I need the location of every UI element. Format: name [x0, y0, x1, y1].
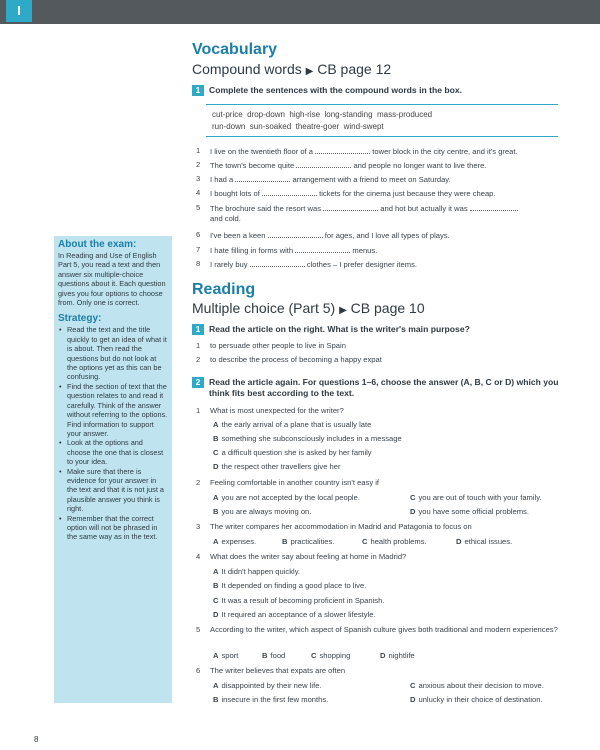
- answer-option[interactable]: D It required an acceptance of a slower lifestyle.: [213, 610, 376, 619]
- cb-reference: CB page 10: [350, 300, 425, 316]
- answer-blank[interactable]: [296, 160, 351, 168]
- unit-label: I: [6, 0, 32, 22]
- vocab-item: 2 The town's become quite and people no longer want to live there.: [196, 160, 487, 170]
- task-number: 1: [192, 85, 204, 96]
- vocab-item: 1 I live on the twentieth floor of a tower block in the city centre, and it's great.: [196, 146, 518, 156]
- answer-blank[interactable]: [262, 188, 317, 196]
- vocab-item: 5 The brochure said the resort was and hot but actually it was and cold.: [196, 203, 576, 224]
- task-instruction: Read the article again. For questions 1–6, choose the answer (A, B, C or D) which you think fits best according to the text.: [209, 377, 559, 398]
- answer-option[interactable]: D unlucky in their choice of destination.: [410, 695, 543, 704]
- answer-option[interactable]: B you are always moving on.: [213, 507, 312, 516]
- answer-option[interactable]: D nightlife: [380, 651, 415, 660]
- question: 6 The writer believes that expats are often: [196, 666, 346, 675]
- answer-option[interactable]: A expenses.: [213, 537, 257, 546]
- top-bar: [0, 0, 600, 24]
- answer-option[interactable]: B insecure in the first few months.: [213, 695, 329, 704]
- answer-option[interactable]: B It depended on finding a good place to live.: [213, 581, 367, 590]
- strategy-list: [58, 325, 168, 541]
- strategy-item: • Make sure that there is evidence for your answer in the text and that it is not just a plausible answer you think is right.: [58, 467, 168, 514]
- vocab-item: 4 I bought lots of tickets for the cinema just because they were cheap.: [196, 188, 496, 198]
- strategy-item: • Remember that the correct option will not be phrased in the same way as in the text.: [58, 514, 168, 542]
- answer-option[interactable]: A you are not accepted by the local people.: [213, 493, 360, 502]
- subtitle-text: Compound words: [192, 61, 302, 77]
- task-instruction: Read the article on the right. What is the writer's main purpose?: [209, 324, 470, 334]
- vocabulary-subtitle: [192, 61, 391, 77]
- about-exam-heading: About the exam:: [58, 239, 137, 250]
- answer-option[interactable]: B practicalities.: [282, 537, 335, 546]
- answer-option[interactable]: C you are out of touch with your family.: [410, 493, 542, 502]
- answer-blank[interactable]: [315, 146, 370, 154]
- reading-option[interactable]: 2 to describe the process of becoming a happy expat: [196, 355, 382, 364]
- reading-task-2: [192, 377, 572, 399]
- vocab-item: 7 I hate filling in forms with menus.: [196, 245, 378, 255]
- answer-option[interactable]: C health problems.: [362, 537, 427, 546]
- answer-option[interactable]: B something she subconsciously includes in a message: [213, 434, 402, 443]
- answer-option[interactable]: A disappointed by their new life.: [213, 681, 322, 690]
- answer-option[interactable]: C shopping: [311, 651, 351, 660]
- answer-blank[interactable]: [235, 174, 290, 182]
- answer-option[interactable]: C anxious about their decision to move.: [410, 681, 544, 690]
- vocab-item: 8 I rarely buy clothes – I prefer designer items.: [196, 259, 417, 269]
- strategy-item: • Read the text and the title quickly to get an idea of what it is about. Then read the questions but do not look at the options yet as this can be confusing.: [58, 325, 168, 381]
- page-number: 8: [34, 735, 39, 744]
- reading-option[interactable]: 1 to persuade other people to live in Spain: [196, 341, 346, 350]
- answer-blank[interactable]: [250, 259, 305, 267]
- reading-title: Reading: [192, 281, 256, 298]
- answer-option[interactable]: C It was a result of becoming proficient in Spanish.: [213, 596, 385, 605]
- answer-option[interactable]: A sport: [213, 651, 239, 660]
- question: 5 According to the writer, which aspect of Spanish culture gives both traditional and modern experiences?: [196, 625, 558, 634]
- answer-option[interactable]: B food: [262, 651, 286, 660]
- reading-subtitle: [192, 300, 425, 316]
- answer-option[interactable]: A the early arrival of a plane that is usually late: [213, 420, 372, 429]
- question: 2 Feeling comfortable in another country isn't easy if: [196, 478, 380, 487]
- vocab-task-1: [192, 85, 572, 96]
- task-number: 2: [192, 377, 204, 388]
- vocab-item: 6 I've been a keen for ages, and I love all types of plays.: [196, 230, 450, 240]
- task-instruction: Complete the sentences with the compound words in the box.: [209, 85, 463, 95]
- answer-blank[interactable]: [295, 245, 350, 253]
- strategy-item: • Look at the options and choose the one that is closest to your idea.: [58, 438, 168, 466]
- vocabulary-title: Vocabulary: [192, 41, 278, 58]
- answer-option[interactable]: C a difficult question she is asked by her family: [213, 448, 372, 457]
- answer-blank[interactable]: [470, 203, 518, 211]
- question: 4 What does the writer say about feeling at home in Madrid?: [196, 552, 407, 561]
- answer-blank[interactable]: [323, 203, 378, 211]
- strategy-heading: Strategy:: [58, 313, 102, 325]
- about-exam-text: In Reading and Use of English Part 5, you read a text and then answer six multiple-choice questions about it. Each question gives you four options to choose from. Only one is correct.: [58, 251, 166, 308]
- question: 3 The writer compares her accommodation in Madrid and Patagonia to focus on: [196, 522, 472, 531]
- answer-blank[interactable]: [268, 230, 323, 238]
- word-box: [206, 104, 558, 137]
- reading-task-1: [192, 324, 572, 335]
- task-number: 1: [192, 324, 204, 335]
- word-box-line-2: run-down sun-soaked theatre-goer wind-swept: [212, 122, 384, 131]
- answer-option[interactable]: D the respect other travellers give her: [213, 462, 341, 471]
- subtitle-text: Multiple choice (Part 5): [192, 300, 336, 316]
- cb-reference: CB page 12: [317, 61, 392, 77]
- question: 1 What is most unexpected for the writer?: [196, 406, 344, 415]
- exam-tips-sidebar: [54, 236, 172, 703]
- strategy-item: • Find the section of text that the question relates to and read it carefully. Think of the answer without referring to the options. Find information to support your answer.: [58, 382, 168, 438]
- play-arrow-icon: ▶: [305, 66, 314, 77]
- answer-option[interactable]: D you have some official problems.: [410, 507, 529, 516]
- answer-option[interactable]: A It didn't happen quickly.: [213, 567, 301, 576]
- vocab-item: 3 I had a arrangement with a friend to meet on Saturday.: [196, 174, 451, 184]
- play-arrow-icon: ▶: [339, 305, 347, 316]
- answer-option[interactable]: D ethical issues.: [456, 537, 513, 546]
- word-box-line-1: cut-price drop-down high-rise long-standing mass-produced: [212, 110, 433, 119]
